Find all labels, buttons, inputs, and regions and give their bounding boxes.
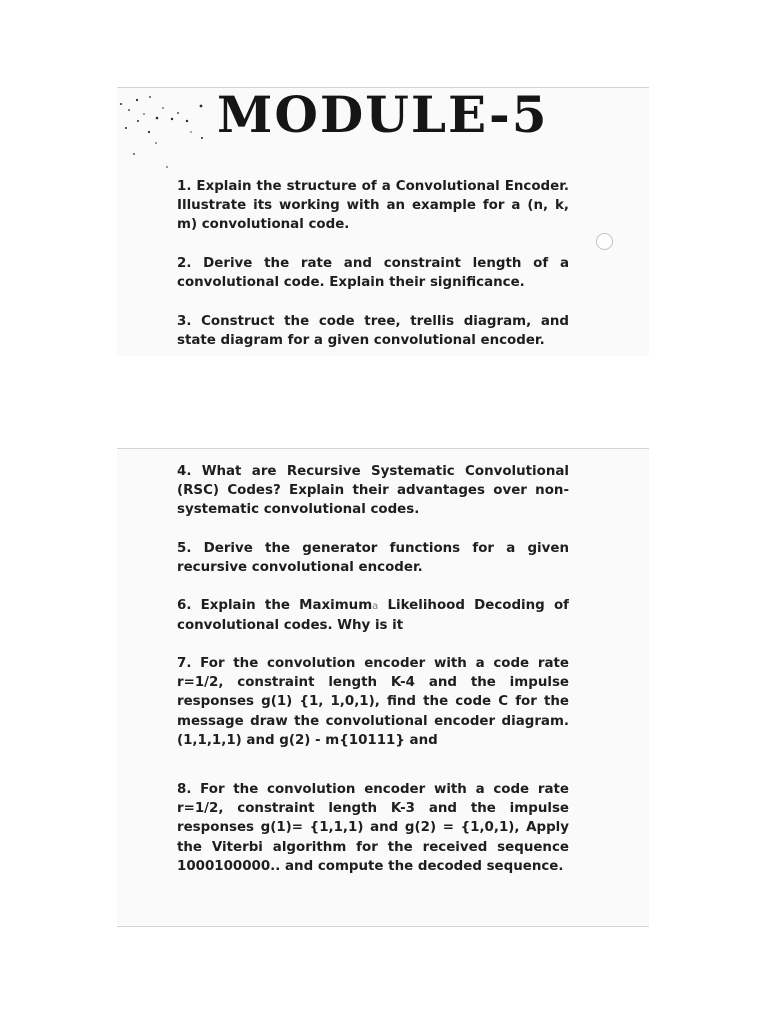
question-4: 4. What are Recursive Systematic Convolutional (RSC) Codes? Explain their advantages over non-systematic convolutional codes. — [177, 464, 569, 518]
scanned-specks — [117, 88, 217, 168]
page-title: MODULE-5 — [217, 85, 549, 144]
question-5: 5. Derive the generator functions for a given recursive convolutional encoder. — [177, 541, 569, 576]
bottom-divider — [117, 926, 649, 927]
page-section-1 — [117, 85, 649, 356]
question-7: 7. For the convolution encoder with a code rate r=1/2, constraint length K-4 and the impulse responses g(1) {1, 1,0,1), find the code C for the message draw the convolutional encoder diagram. (1,1,1,1) and g(2) - m{10111} and — [177, 656, 569, 748]
question-8: 8. For the convolution encoder with a code rate r=1/2, constraint length K-3 and the impulse responses g(1)= {1,1,1) and g(2) = {1,0,1), Apply the Viterbi algorithm for the received sequence 1000100000.. and compute the decoded sequence. — [177, 782, 569, 874]
question-6 — [177, 596, 569, 635]
stray-mark: a — [372, 601, 379, 612]
question-6-end: Likelihood Decoding of convolutional codes. Why is it — [177, 598, 569, 634]
page-section-2 — [117, 449, 649, 925]
radio-button[interactable] — [596, 233, 613, 250]
question-2: 2. Derive the rate and constraint length of a convolutional code. Explain their significance. — [177, 256, 569, 291]
question-1: 1. Explain the structure of a Convolutional Encoder. Illustrate its working with an example for a (n, k, m) convolutional code. — [177, 179, 569, 233]
question-3: 3. Construct the code tree, trellis diagram, and state diagram for a given convolutional encoder. — [177, 314, 569, 349]
question-6-start: 6. Explain the Maximum — [177, 598, 373, 613]
